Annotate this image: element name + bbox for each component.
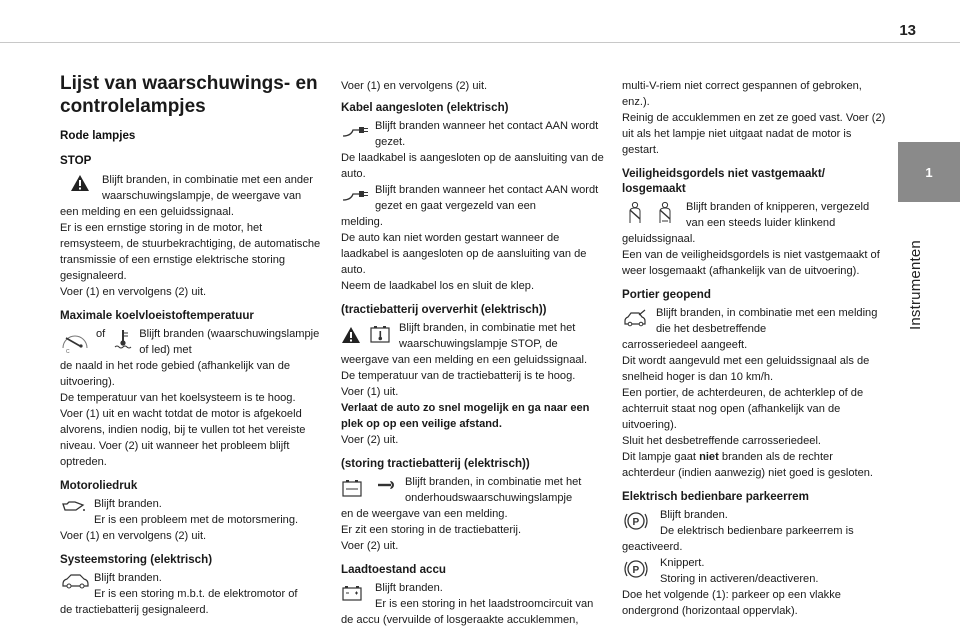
door-note-c: branden als de rechter achterdeur (indien aanwezig) niet goed is gesloten.: [622, 451, 874, 479]
belt-heading: Veiligheidsgordels niet vastgemaakt/ losgemaakt: [622, 167, 825, 195]
door-action: Sluit het desbetreffende carrosseriedeel.: [622, 435, 821, 447]
chapter-label: [905, 212, 925, 332]
charge-lead: Blijft branden.: [375, 582, 443, 594]
charging-cable-icon: [341, 122, 369, 140]
fault-heading: (storing tractiebatterij (elektrisch)): [341, 457, 530, 470]
door-lead: Blijft branden, in combinatie met een melding die het desbetreffende: [656, 307, 878, 335]
belt-block: [622, 199, 886, 231]
parking-block-a: [622, 507, 886, 539]
stop-rest: een melding en een geluidssignaal.: [60, 206, 234, 218]
chapter-label-text: Instrumenten: [907, 240, 924, 330]
cable-action: Neem de laadkabel los en sluit de klep.: [341, 280, 535, 292]
stop-desc: Er is een ernstige storing in de motor, het remsysteem, de stuurbekrachtiging, de automatische transmissie of een ernstige elektrische storing gesignaleerd.: [60, 222, 321, 282]
parking-lead2: De elektrisch bedienbare parkeerrem is: [660, 525, 854, 537]
wrench-icon: [375, 478, 397, 492]
chapter-tab[interactable]: [898, 142, 960, 202]
cable-rest: De laadkabel is aangesloten op de aansluiting van de auto.: [341, 152, 604, 180]
fault-lead: Blijft branden, in combinatie met het onderhoudswaarschuwingslampje: [405, 476, 582, 504]
fault-rest: en de weergave van een melding.: [341, 508, 508, 520]
belt-desc: Een van de veiligheidsgordels is niet vastgemaakt of weer losgemaakt (afhankelijk van de uitvoering).: [622, 249, 880, 277]
cable-lead: Blijft branden wanneer het contact AAN wordt gezet.: [375, 120, 599, 148]
oil-lead: Blijft branden.: [94, 498, 162, 510]
sys-lead: Blijft branden.: [94, 572, 162, 584]
temp-desc: De temperatuur van het koelsysteem is te hoog.: [60, 392, 296, 404]
parking-lead-b: Knippert.: [660, 557, 705, 569]
door-note-bold: niet: [699, 451, 719, 463]
door-desc: Dit wordt aangevuld met een geluidssignaal als de snelheid hoger is dan 10 km/h.: [622, 355, 870, 383]
charge-heading: Laadtoestand accu: [341, 563, 447, 576]
cable-block-b: [341, 182, 605, 214]
battery-fault-icon: [341, 476, 365, 500]
col3-top2: Reinig de accuklemmen en zet ze goed vast. Voer (2) uit als het lampje niet uitgaat nadat de motor is gestart.: [622, 112, 886, 156]
sys-block: [60, 570, 324, 602]
temp-action: Voer (1) uit en wacht totdat de motor is afgekoeld alvorens, indien nodig, bij te vullen tot het vereiste niveau. Voer (2) uit wanneer het probleem blijft optreden.: [60, 408, 306, 468]
oil-lead2: Er is een probleem met de motorsmering.: [94, 514, 299, 526]
warning-triangle-icon: [341, 326, 361, 344]
col2-top: Voer (1) en vervolgens (2) uit.: [341, 80, 488, 92]
oil-rest: Voer (1) en vervolgens (2) uit.: [60, 530, 207, 542]
seatbelt-icon: [656, 201, 674, 225]
svg-text:C: C: [66, 349, 70, 354]
stop-heading: STOP: [60, 154, 92, 167]
parking-lead: Blijft branden.: [660, 509, 728, 521]
overheat-rest: weergave van een melding en een geluidssignaal.: [341, 354, 588, 366]
stop-action: Voer (1) en vervolgens (2) uit.: [60, 286, 207, 298]
oil-can-icon: [60, 498, 86, 514]
svg-text:P: P: [632, 565, 640, 576]
cable-heading: Kabel aangesloten (elektrisch): [341, 101, 509, 114]
temp-block: [60, 326, 324, 358]
door-rest: carrosseriedeel aangeeft.: [622, 339, 748, 351]
sys-heading: Systeemstoring (elektrisch): [60, 553, 213, 566]
charging-cable-icon: [341, 186, 369, 204]
overheat-lead: Blijft branden, in combinatie met het waarschuwingslampje STOP, de: [399, 322, 576, 350]
overheat-block: [341, 320, 605, 352]
cable-lead-b: Blijft branden wanneer het contact AAN wordt gezet en gaat vergezeld van een: [375, 184, 599, 212]
door-desc-2: Een portier, de achterdeuren, de achterklep of de achterruit staat nog open (afhankelijk van de uitvoering).: [622, 387, 864, 431]
section-subtitle: Rode lampjes: [60, 129, 136, 142]
column-2: [341, 78, 605, 628]
belt-rest: geluidssignaal.: [622, 233, 696, 245]
sys-rest: de tractiebatterij gesignaleerd.: [60, 604, 209, 616]
cable-rest-b: melding.: [341, 216, 383, 228]
fault-desc: Er zit een storing in de tractiebatterij.: [341, 524, 522, 536]
col3-top: multi-V-riem niet correct gespannen of gebroken, enz.).: [622, 80, 862, 108]
charge-block: [341, 580, 605, 612]
cable-desc: De auto kan niet worden gestart wanneer de laadkabel is aangesloten op de aansluiting van de auto.: [341, 232, 587, 276]
door-heading: Portier geopend: [622, 288, 711, 301]
header-rule: [0, 42, 960, 43]
parking-brake-icon: [622, 557, 650, 581]
charge-lead2: Er is een storing in het laadstroomcircuit van: [375, 598, 594, 610]
svg-text:P: P: [632, 517, 640, 528]
door-note: [622, 449, 886, 481]
temp-or: of: [96, 328, 106, 340]
overheat-action-2: Voer (2) uit.: [341, 434, 399, 446]
cable-block-a: [341, 118, 605, 150]
parking-action: Doe het volgende (1): parkeer op een vlakke ondergrond (horizontaal oppervlak).: [622, 589, 841, 617]
warning-triangle-icon: [70, 174, 90, 192]
fault-action: Voer (2) uit.: [341, 540, 399, 552]
temp-rest: de naald in het rode gebied (afhankelijk van de uitvoering).: [60, 360, 291, 388]
electric-car-icon: [60, 572, 90, 590]
temperature-gauge-icon: [60, 328, 90, 354]
page-title: Lijst van waarschuwings- en controlelampjes: [60, 73, 318, 117]
chapter-number: 1: [925, 164, 933, 180]
charge-rest: de accu (vervuilde of losgeraakte accuklemmen,: [341, 614, 579, 626]
door-block: [622, 305, 886, 337]
coolant-temperature-icon: [113, 328, 133, 350]
parking-brake-icon: [622, 509, 650, 533]
battery-temperature-icon: [369, 322, 393, 346]
column-3: [622, 78, 886, 619]
overheat-desc: De temperatuur van de tractiebatterij is te hoog.: [341, 370, 576, 382]
oil-block: [60, 496, 324, 528]
temp-heading: Maximale koelvloeistoftemperatuur: [60, 309, 254, 322]
parking-heading: Elektrisch bedienbare parkeerrem: [622, 490, 809, 503]
parking-block-b: [622, 555, 886, 587]
parking-rest: geactiveerd.: [622, 541, 683, 553]
door-note-a: Dit lampje gaat: [622, 451, 700, 463]
fault-block: [341, 474, 605, 506]
belt-lead: Blijft branden of knipperen, vergezeld van een steeds luider klinkend: [686, 201, 870, 229]
parking-lead-b2: Storing in activeren/deactiveren.: [660, 573, 819, 585]
column-1: [60, 72, 324, 618]
overheat-action: Voer (1) uit.: [341, 386, 399, 398]
sys-lead2: Er is een storing m.b.t. de elektromotor of: [94, 588, 298, 600]
seatbelt-icon: [626, 201, 644, 225]
stop-lead: Blijft branden, in combinatie met een ander waarschuwingslampje, de weergave van: [102, 174, 313, 202]
stop-block: [60, 172, 324, 204]
overheat-warning: Verlaat de auto zo snel mogelijk en ga naar een plek op op een veilige afstand.: [341, 402, 590, 430]
door-open-icon: [622, 307, 648, 329]
page-number: 13: [899, 22, 916, 39]
overheat-heading: (tractiebatterij oververhit (elektrisch)): [341, 303, 547, 316]
battery-icon: [341, 584, 363, 602]
oil-heading: Motoroliedruk: [60, 479, 138, 492]
temp-lead: Blijft branden (waarschuwingslampje of led) met: [139, 328, 320, 356]
